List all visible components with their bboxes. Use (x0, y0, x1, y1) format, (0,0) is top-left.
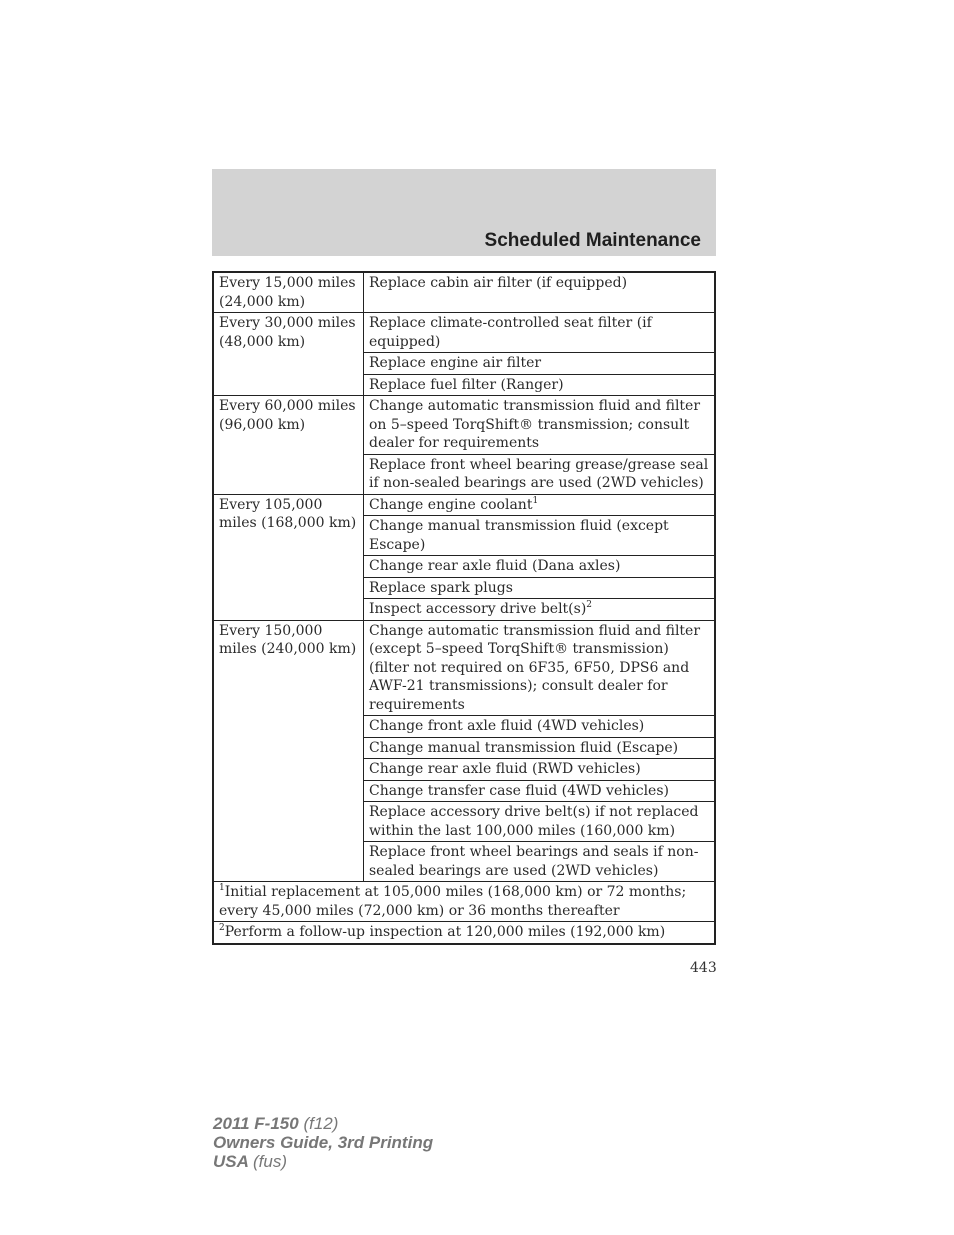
footnote-row (213, 882, 715, 922)
footer-line-guide (213, 1133, 433, 1152)
table-row (213, 272, 715, 313)
task-cell (364, 454, 716, 494)
task-cell (364, 374, 716, 396)
footer-line-region (213, 1152, 433, 1171)
task-cell (364, 494, 716, 516)
task-text: Change automatic transmission fluid and filter (except 5–speed TorqShift® transmission) (filter not required on 6F35, 6F50, DPS6 and AWF-21 transmissions); consult dealer for requirements (369, 622, 701, 713)
task-text: Replace engine air filter (369, 355, 542, 371)
task-text: Replace fuel filter (Ranger) (369, 376, 564, 393)
footer-line-model (213, 1114, 433, 1133)
task-cell (364, 716, 716, 738)
task-text: Replace front wheel bearing grease/grease seal if non-sealed bearings are used (2WD vehicles) (369, 456, 709, 491)
task-cell (364, 577, 716, 599)
task-text: Replace climate-controlled seat filter (if equipped) (369, 315, 652, 350)
maintenance-schedule-table (212, 271, 716, 945)
task-cell (364, 780, 716, 802)
task-text: Change transfer case fluid (4WD vehicles) (369, 782, 669, 799)
task-cell (364, 396, 716, 455)
task-cell (364, 737, 716, 759)
interval-cell: Every 150,000 miles (240,000 km) (213, 620, 364, 882)
task-cell (364, 516, 716, 556)
task-text: Change rear axle fluid (RWD vehicles) (369, 761, 641, 777)
footer-model: 2011 F-150 (213, 1114, 299, 1133)
task-cell (364, 802, 716, 842)
interval-cell: Every 30,000 miles (48,000 km) (213, 313, 364, 396)
footnote-cell (213, 882, 715, 922)
task-text: Change front axle fluid (4WD vehicles) (369, 718, 645, 734)
task-text: Change rear axle fluid (Dana axles) (369, 558, 621, 574)
interval-cell: Every 105,000 miles (168,000 km) (213, 494, 364, 620)
table-row (213, 620, 715, 716)
table-row (213, 396, 715, 455)
task-text: Replace spark plugs (369, 579, 513, 596)
task-text: Change automatic transmission fluid and filter on 5–speed TorqShift® transmission; consult dealer for requirements (369, 398, 701, 451)
table-row (213, 313, 715, 353)
interval-cell: Every 15,000 miles (24,000 km) (213, 272, 364, 313)
page-number: 443 (690, 960, 717, 976)
interval-cell: Every 60,000 miles (96,000 km) (213, 396, 364, 495)
footnote-text: Initial replacement at 105,000 miles (168,000 km) or 72 months; every 45,000 miles (72,000 km) or 36 months thereafter (219, 884, 687, 919)
table-row (213, 494, 715, 516)
footnote-row (213, 922, 715, 944)
task-cell (364, 842, 716, 882)
footnote-marker: 2 (219, 923, 225, 933)
section-title: Scheduled Maintenance (484, 230, 701, 251)
footnote-marker: 2 (586, 600, 593, 610)
footnote-cell (213, 922, 715, 944)
footnote-text: Perform a follow-up inspection at 120,000 miles (192,000 km) (224, 924, 666, 940)
task-cell (364, 272, 716, 313)
footer-region-code: (fus) (253, 1152, 287, 1171)
task-text: Replace accessory drive belt(s) if not replaced within the last 100,000 miles (160,000 km) (369, 804, 699, 839)
task-text: Inspect accessory drive belt(s) (369, 601, 587, 617)
task-text: Change manual transmission fluid (except Escape) (369, 518, 669, 553)
task-text: Change engine coolant (369, 496, 533, 513)
task-cell (364, 620, 716, 716)
section-header-band (212, 169, 716, 256)
footer-guide: Owners Guide, 3rd Printing (213, 1133, 434, 1152)
task-text: Replace cabin air filter (if equipped) (369, 275, 628, 291)
task-cell (364, 353, 716, 375)
task-cell (364, 556, 716, 578)
task-cell (364, 313, 716, 353)
document-footer (213, 1114, 433, 1171)
footer-model-code: (f12) (303, 1114, 339, 1133)
footer-region: USA (213, 1152, 249, 1171)
task-cell (364, 759, 716, 781)
task-cell (364, 599, 716, 621)
task-text: Change manual transmission fluid (Escape) (369, 739, 679, 756)
footnote-marker: 1 (219, 883, 225, 893)
footnote-marker: 1 (532, 495, 539, 506)
task-text: Replace front wheel bearings and seals if non-sealed bearings are used (2WD vehicles) (369, 844, 699, 879)
